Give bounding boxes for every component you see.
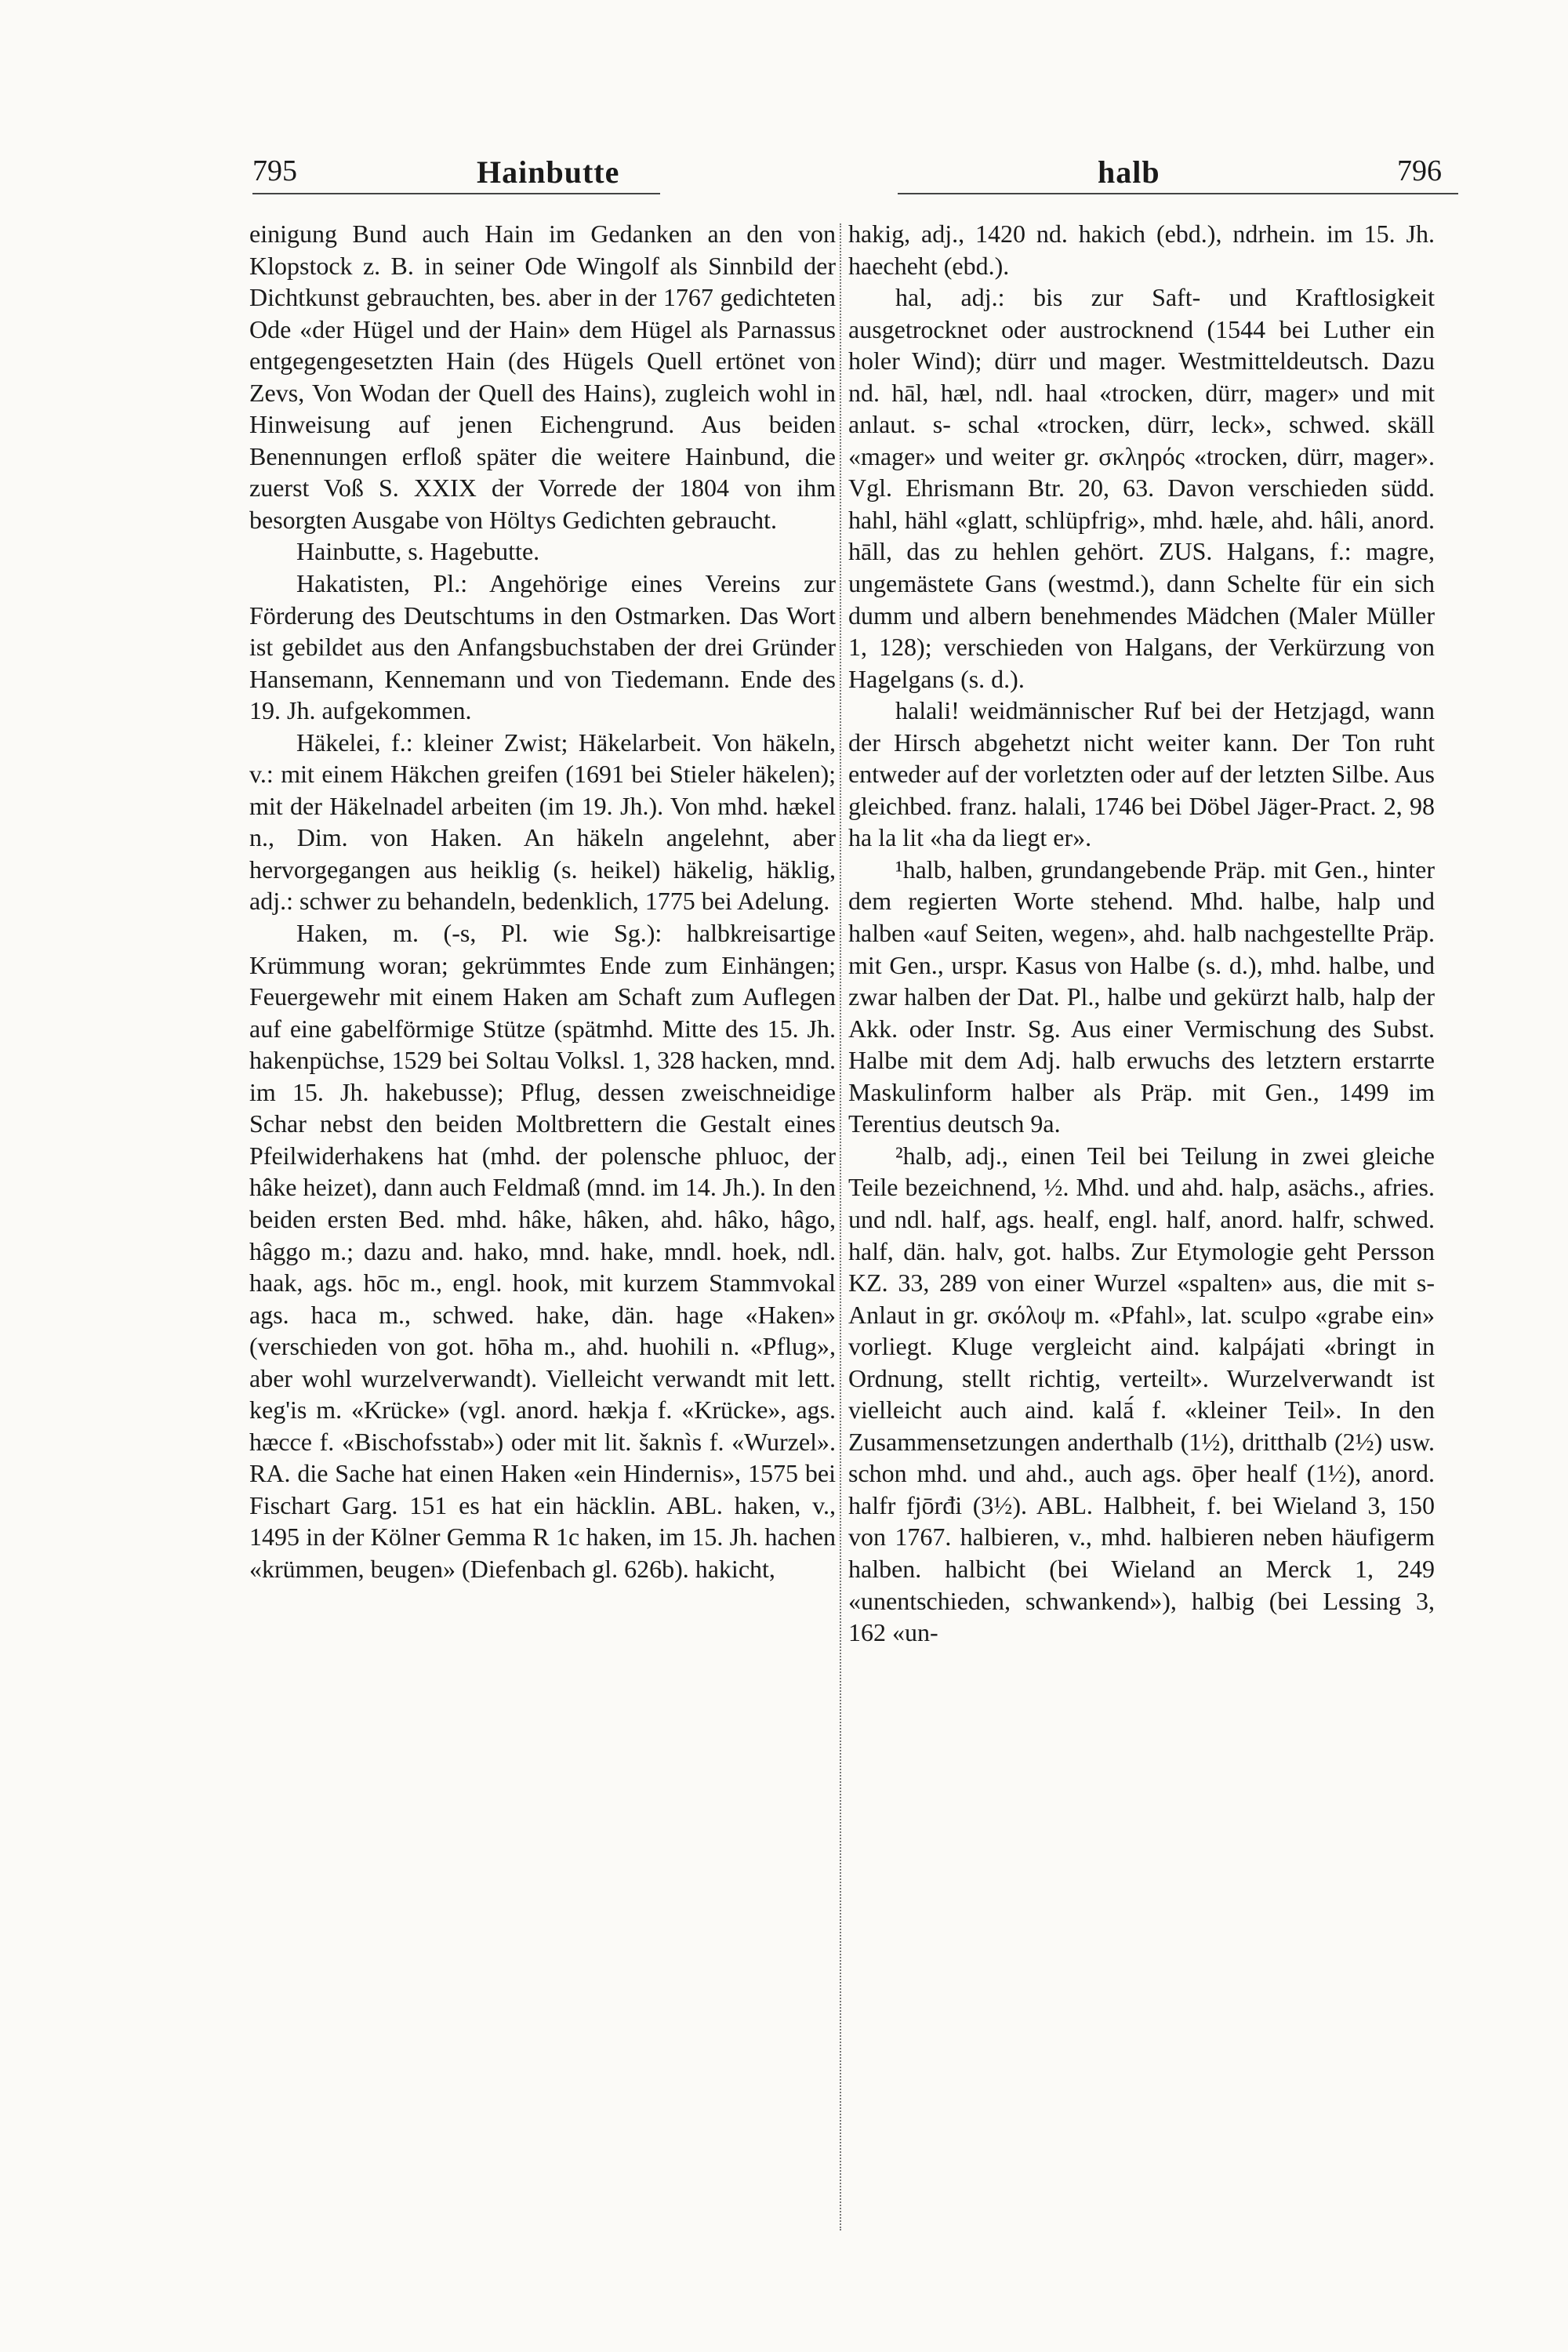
entry-halali: halali! weidmännischer Ruf bei der Hetzjagd, wann der Hirsch abgehetzt nicht weiter kann. Der Ton ruht entweder auf der vorletzten oder auf der letzten Silbe. Aus gleichbed. franz. halali, 1746 bei Döbel Jäger-Pract. 2, 98 ha la lit «ha da liegt er». (848, 696, 1435, 852)
page-header (0, 154, 1568, 209)
column-separator (840, 223, 841, 2230)
left-page-number: 795 (252, 154, 297, 187)
right-header-rule (898, 193, 1458, 194)
entry-haekelei: Häkelei, f.: kleiner Zwist; Häkelarbeit. Von häkeln, v.: mit einem Häkchen greifen (1691 bei Stieler häkelen); mit der Häkelnadel arbeiten (im 19. Jh.). Von mhd. hækel n., Dim. von Haken. An häkeln angelehnt, aber hervorgegangen aus heiklig (s. heikel) häkelig, häklig, adj.: schwer zu behandeln, bedenklich, 1775 bei Adelung. (249, 728, 836, 916)
right-column (848, 218, 1435, 2225)
right-running-head: halb (1098, 154, 1160, 190)
entry-paragraph: einigung Bund auch Hain im Gedanken an den von Klopstock z. B. in seiner Ode Wingolf als Sinnbild der Dichtkunst gebrauchten, bes. aber in der 1767 gedichteten Ode «der Hügel und der Hain» dem Hügel als Parnassus entgegengesetzten Hain (des Hügels Quell ertönet von Zevs, Von Wodan der Quell des Hains), zugleich wohl in Hinweisung auf jenen Eichengrund. Aus beiden Benennungen erfloß später die weitere Hainbund, die zuerst Voß S. XXIX der Vorrede der 1804 von ihm besorgten Ausgabe von Höltys Gedichten gebraucht. (249, 220, 836, 534)
entry-haken: Haken, m. (-s, Pl. wie Sg.): halbkreisartige Krümmung woran; gekrümmtes Ende zum Einhängen; Feuergewehr mit einem Haken am Schaft zum Auflegen auf eine gabelförmige Stütze (spätmhd. Mitte des 15. Jh. hakenpüchse, 1529 bei Soltau Volksl. 1, 328 hacken, mnd. im 15. Jh. hakebusse); Pflug, dessen zweischneidige Schar nebst den beiden Moltbrettern die Gestalt eines Pfeilwiderhakens hat (mhd. der polensche phluoc, der hâke heizet), dann auch Feldmaß (mnd. im 14. Jh.). In den beiden ersten Bed. mhd. hâke, hâken, ahd. hâko, hâgo, hâggo m.; dazu and. hako, mnd. hake, mndl. hoek, ndl. haak, ags. hōc m., engl. hook, mit kurzem Stammvokal ags. haca m., schwed. hake, dän. hage «Haken» (verschieden von got. hōha m., ahd. huohili n. «Pflug», aber wohl wurzelverwandt). Vielleicht verwandt mit lett. keg'is m. «Krücke» (vgl. anord. hækja f. «Krücke», ags. hæcce f. «Bischofsstab») oder mit lit. šaknìs f. «Wurzel». RA. die Sache hat einen Haken «ein Hindernis», 1575 bei Fischart Garg. 151 es hat ein häcklin. ABL. haken, v., 1495 in der Kölner Gemma R 1c haken, im 15. Jh. hachen «krümmen, beugen» (Diefenbach gl. 626b). hakicht, (249, 919, 836, 1583)
entry-hakatisten: Hakatisten, Pl.: Angehörige eines Vereins zur Förderung des Deutschtums in den Ostmarken. Das Wort ist gebildet aus den Anfangsbuchstaben der drei Gründer Hansemann, Kennemann und von Tiedemann. Ende des 19. Jh. aufgekommen. (249, 569, 836, 725)
left-running-head: Hainbutte (477, 154, 620, 190)
entry-hainbutte: Hainbutte, s. Hagebutte. (296, 537, 540, 566)
right-page-number: 796 (1397, 154, 1442, 187)
left-header-rule (252, 193, 660, 194)
entry-hakig: hakig, adj., 1420 nd. hakich (ebd.), ndrhein. im 15. Jh. haecheht (ebd.). (848, 220, 1435, 280)
left-column (249, 218, 836, 2225)
entry-halb-adj: ²halb, adj., einen Teil bei Teilung in zwei gleiche Teile bezeichnend, ½. Mhd. und ahd. halp, asächs., afries. und ndl. half, ags. healf, engl. half, anord. halfr, schwed. half, dän. halv, got. halbs. Zur Etymologie geht Persson KZ. 33, 289 von einer Wurzel «spalten» aus, die mit s-Anlaut in gr. σκόλοψ m. «Pfahl», lat. sculpo «grabe ein» vorliegt. Kluge vergleicht aind. kalpájati «bringt in Ordnung, stellt richtig, verteilt». Wurzelverwandt ist vielleicht auch aind. kalā́ f. «kleiner Teil». In den Zusammensetzungen anderthalb (1½), dritthalb (2½) usw. schon mhd. und ahd., auch ags. ōþer healf (1½), anord. halfr fjōrđi (3½). ABL. Halbheit, f. bei Wieland 3, 150 von 1767. halbieren, v., mhd. halbieren neben häufigerm halben. halbicht (bei Wieland an Merck 1, 249 «unentschieden, schwankend»), halbig (bei Lessing 3, 162 «un- (848, 1141, 1435, 1647)
entry-halb-prep: ¹halb, halben, grundangebende Präp. mit Gen., hinter dem regierten Worte stehend. Mhd. halbe, halp und halben «auf Seiten, wegen», ahd. halb nachgestellte Präp. mit Gen., urspr. Kasus von Halbe (s. d.), mhd. halbe, und zwar halben der Dat. Pl., halbe und gekürzt halb, halp der Akk. oder Instr. Sg. Aus einer Vermischung des Subst. Halbe mit dem Adj. halb erwuchs des letztern erstarrte Maskulinform halber als Präp. mit Gen., 1499 im Terentius deutsch 9a. (848, 855, 1435, 1138)
entry-hal: hal, adj.: bis zur Saft- und Kraftlosigkeit ausgetrocknet oder austrocknend (1544 bei Luther ein holer Wind); dürr und mager. Westmitteldeutsch. Dazu nd. hāl, hæl, ndl. haal «trocken, dürr, mager» und mit anlaut. s- schal «trocken, dürr, leck», schwed. skäll «mager» und weiter gr. σκληρός «trocken, dürr, mager». Vgl. Ehrismann Btr. 20, 63. Davon verschieden südd. hahl, hähl «glatt, schlüpfrig», mhd. hæle, ahd. hâli, anord. hāll, das zu hehlen gehört. ZUS. Halgans, f.: magre, ungemästete Gans (westmd.), dann Schelte für ein sich dumm und albern benehmendes Mädchen (Maler Müller 1, 128); verschieden von Halgans, der Verkürzung von Hagelgans (s. d.). (848, 283, 1435, 693)
